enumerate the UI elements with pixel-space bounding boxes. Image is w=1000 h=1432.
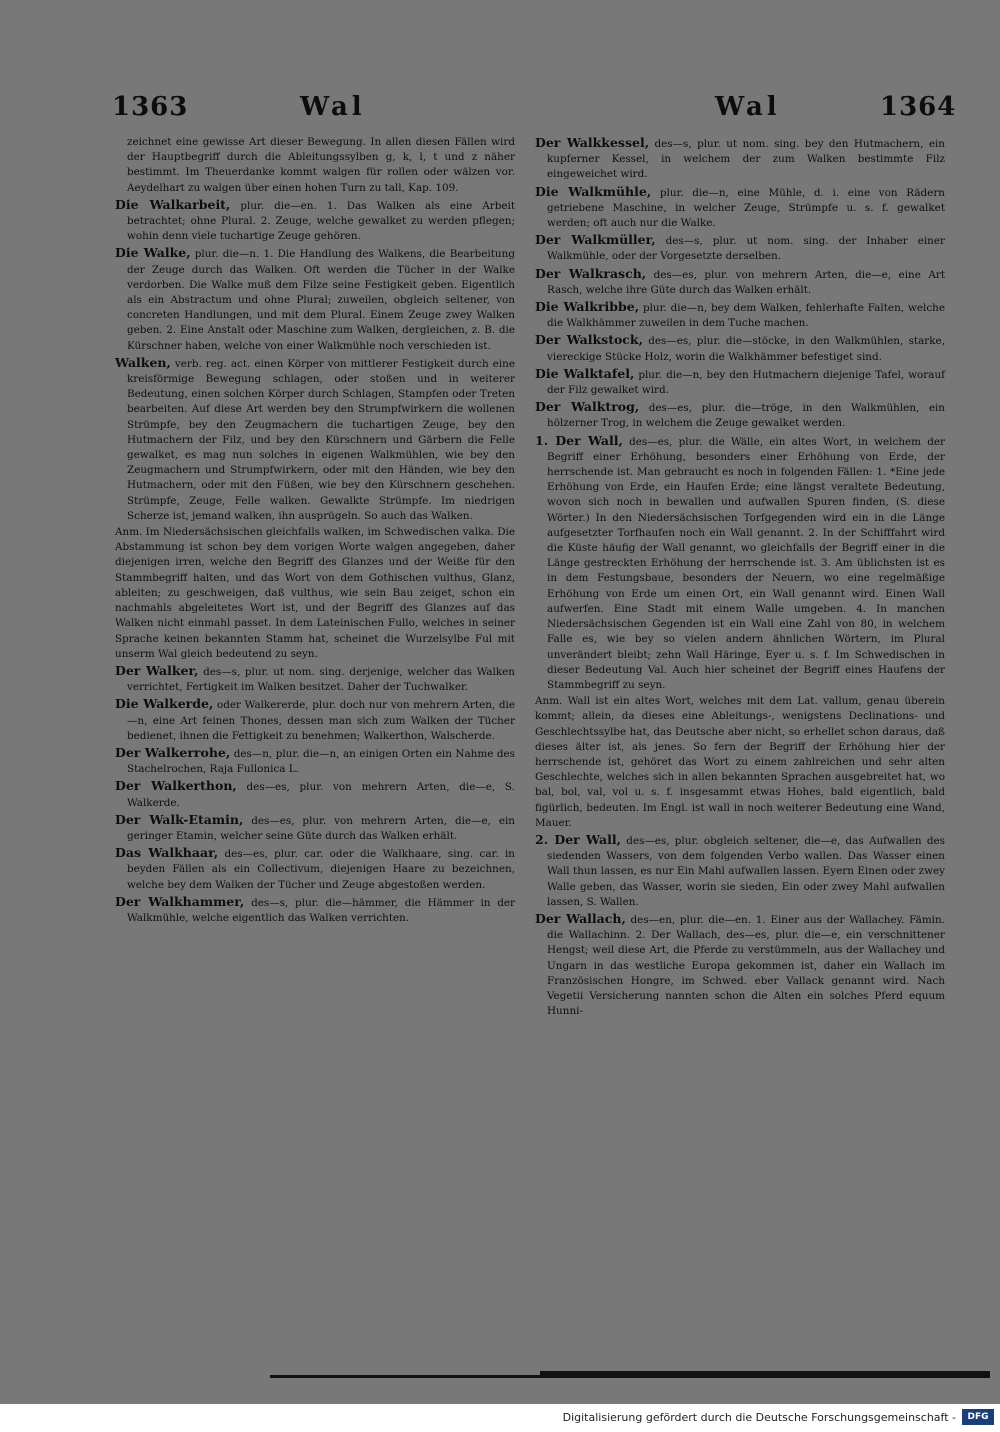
entry-text: des—es, plur. von mehrern Arten, die—e, S. Walkerde. — [127, 781, 515, 809]
headword: 2. Der Wall, — [535, 831, 621, 847]
dictionary-entry — [535, 366, 945, 398]
annotation-paragraph — [115, 525, 515, 662]
dictionary-entry — [535, 135, 945, 183]
headword: Das Walkhaar, — [115, 845, 219, 861]
headword: Der Walkstock, — [535, 332, 643, 348]
entry-text: des—s, plur. die—hämmer, die Hämmer in der Walkmühle, welche eigentlich das Walken verrichten. — [127, 896, 516, 924]
entry-text: oder Walkererde, plur. doch nur von mehrern Arten, die—n, eine Art feinen Thones, dessen man sich zum Walken der Tücher bedienet, ihnen die Fettigkeit zu benehmen; Walkerthon, Walscherde. — [127, 699, 516, 742]
dictionary-entry — [115, 778, 515, 810]
entry-text: plur. die—n, bey den Hutmachern diejenige Tafel, worauf der Filz gewalket wird. — [547, 368, 945, 397]
footer-credit: Digitalisierung gefördert durch die Deutsche Forschungsgemeinschaft - — [562, 1411, 956, 1424]
headword: Die Walkarbeit, — [115, 196, 231, 212]
headword: Der Walkerrohe, — [115, 744, 231, 760]
dictionary-entry — [535, 332, 945, 364]
dictionary-entry — [535, 184, 945, 232]
headword: Der Walkerthon, — [115, 778, 237, 794]
dictionary-entry — [115, 812, 515, 844]
dictionary-entry — [535, 232, 945, 264]
dictionary-entry — [115, 845, 515, 893]
running-head-right: Wal — [715, 92, 781, 122]
entry-text: des—es, plur. die Wälle, ein altes Wort, in welchem der Begriff einer Erhöhung, besonders einer Erhöhung von Erde, der herrschende ist. Man gebraucht es noch in folgenden Fällen: 1. *Eine jede Erhöhung von Erde, ein Haufen Erde; eine längst veraltete Bedeutung, wovon sich noch in bewallen und aufwallen Spuren finden, (S. diese Wörter.) In den Niedersächsischen Torfgegenden wird ein in die Länge aufgesetzter Torfhaufen noch ein Wall genannt. 2. In der Schifffahrt wird die Küste häufig der Wall genannt, wo gleichfalls der Begriff einer in die Länge gestreckten Erhöhung der herrschende ist. 3. Am üblichsten ist es in dem Festungsbaue, besonders der Neuern, wo eine regelmäßige Erhöhung von Erde um einen Ort, ein Wall genannt wird. Einen Wall aufwerfen. Eine Stadt mit einem Walle umgeben. 4. In manchen Niedersächsischen Gegenden ist ein Wall eine Zahl von 80, in welchem Falle es, wie bey so vielen andern ähnlichen Wörtern, im Plural unverändert bleibt; zehn Wall Häringe, Eyer u. s. f. Im Schwedischen in dieser Bedeutung Val. Auch hier scheinet der Begriff eines Haufens der Stammbegriff zu seyn. — [547, 435, 945, 691]
dictionary-entry — [535, 832, 945, 910]
dictionary-entry — [535, 399, 945, 431]
entry-text: plur. die—n, bey dem Walken, fehlerhafte Falten, welche die Walkhämmer zuweilen in dem Tuche machen. — [547, 302, 945, 330]
page-number-right: 1364 — [880, 92, 957, 122]
entry-text: Anm. Im Niedersächsischen gleichfalls walken, im Schwedischen valka. Die Abstammung ist schon bey dem vorigen Worte walgen angegeben, daher diejenigen irren, welche den Begriff des Glanzes und der Weiße für den Stammbegriff halten, und das Wort von dem Gothischen vulthus, Glanz, ableiten; zu geschweigen, daß vulthus, wie sein Bau zeiget, schon ein nachmahls abgeleitetes Wort ist, und der Begriff des Glanzes auf das Walken nicht einmahl passet. In dem Lateinischen Fullo, welches in seiner Sprache keinen bekannten Stamm hat, scheinet die Wurzelsylbe Ful mit unserm Wal gleich bedeutend zu seyn. — [115, 526, 515, 660]
page-number-left: 1363 — [112, 92, 189, 122]
dictionary-entry — [535, 911, 945, 1019]
entry-text: Anm. Wall ist ein altes Wort, welches mit dem Lat. vallum, genau überein kommt; allein, da dieses eine Ableitungs-, wenigstens Declinations- und Geschlechtssylbe hat, das Deutsche aber nicht, so erhellet schon daraus, daß dieses älter ist, als jenes. So fern der Begriff der Erhöhung hier der herrschende ist, gehöret das Wort zu einem zahlreichen und sehr alten Geschlechte, welches sich in allen bekannten Sprachen ausgebreitet hat, wo bal, bol, val, vol u. s. f. insgesammt etwas Hohes, bald eigentlich, bald figürlich, bedeuten. Im Engl. ist wall in noch weiterer Bedeutung eine Wand, Mauer. — [535, 695, 945, 829]
footer-bar — [0, 1404, 1000, 1432]
dictionary-entry — [115, 245, 515, 353]
headword: Der Walkhammer, — [115, 893, 245, 909]
entry-text: des—es, plur. obgleich seltener, die—e, das Aufwallen des siedenden Wassers, von dem folgenden Verbo wallen. Das Wasser einen Wall thun lassen, es nur Ein Mahl aufwallen lassen. Eyern Einen oder zwey Walle geben, das Wasser, worin sie sieden, Ein oder zwey Mahl aufwallen lassen, S. Wallen. — [547, 834, 945, 908]
dictionary-entry — [115, 135, 515, 196]
headword: Der Walkmüller, — [535, 232, 656, 248]
dictionary-entry — [115, 663, 515, 695]
dictionary-entry — [115, 197, 515, 245]
running-head-left: Wal — [300, 92, 366, 122]
headword: Der Walker, — [115, 662, 199, 678]
entry-text: des—es, plur. die—stöcke, in den Walkmühlen, starke, viereckige Stücke Holz, worin die Walkhämmer befestiget sind. — [547, 335, 945, 363]
entry-text: des—es, plur. von mehrern Arten, die—e, ein geringer Etamin, welcher seine Güte durch das Walken erhält. — [127, 814, 515, 842]
entry-text: des—es, plur. von mehrern Arten, die—e, eine Art Rasch, welche ihre Güte durch das Walken erhält. — [547, 268, 945, 296]
entry-text: des—en, plur. die—en. 1. Einer aus der Wallachey. Fämin. die Wallachinn. 2. Der Wallach, des—es, plur. die—e, ein verschnittener Hengst; weil diese Art, die Pferde zu verstümmeln, aus der Wallachey und Ungarn in das westliche Europa gekommen ist, daher ein Wallach im Französischen Hongre, im Schwed. eber Vallack genannt wird. Nach Vegetii Versicherung nannten schon die Alten ein solches Pferd equum Hunni- — [547, 913, 945, 1018]
dictionary-entry — [115, 894, 515, 926]
headword: Die Walkerde, — [115, 696, 214, 712]
headword: 1. Der Wall, — [535, 432, 623, 448]
headword: Die Walke, — [115, 245, 191, 261]
dictionary-entry — [535, 433, 945, 693]
entry-text: plur. die—en. 1. Das Walken als eine Arbeit betrachtet; ohne Plural. 2. Zeuge, welche gewalket zu werden pflegen; wohin denn viele tuchartige Zeuge gehören. — [127, 199, 515, 243]
annotation-paragraph — [535, 694, 945, 831]
headword: Der Walkkessel, — [535, 135, 650, 150]
entry-text: plur. die—n, eine Mühle, d. i. eine von Rädern getriebene Maschine, in welcher Zeuge, Strümpfe u. s. f. gewalket werden; oft auch nur die Walke. — [547, 186, 945, 230]
entry-text: des—s, plur. ut nom. sing. der Inhaber einer Walkmühle, oder der Vorgesetzte derselben. — [547, 235, 945, 263]
headword: Die Walkmühle, — [535, 183, 652, 199]
headword: Der Wallach, — [535, 910, 626, 926]
entry-text: des—n, plur. die—n, an einigen Orten ein Nahme des Stachelrochen, Raja Fullonica L. — [127, 747, 515, 776]
dictionary-entry — [115, 696, 515, 744]
entry-text: verb. reg. act. einen Körper von mittlerer Festigkeit durch eine kreisförmige Bewegung schlagen, oder stoßen und in weiterer Bedeutung, einen solchen Körper durch Schlagen, Stampfen oder Treten bearbeiten. Auf diese Art werden bey den Strumpfwirkern die wollenen Strümpfe, bey den Zeugmachern die tuchartigen Zeuge, bey den Hutmachern der Filz, und bey den Kürschnern und Gärbern die Felle gewalket, es mag nun solches in eigenen Walkmühlen, wie bey den Zeugmachern und Strumpfwirkern, oder mit den Händen, wie bey den Hutmachern, oder mit den Füßen, wie bey den Kürschnern geschehen. Strümpfe, Zeuge, Felle walken. Gewalkte Strümpfe. Im niedrigen Scherze ist, jemand walken, ihn ausprügeln. So auch das Walken. — [127, 357, 515, 522]
headword: Der Walktrog, — [535, 399, 640, 415]
headword: Der Walk-Etamin, — [115, 811, 244, 827]
dfg-logo: DFG — [962, 1409, 994, 1425]
dictionary-entry — [115, 745, 515, 777]
entry-text: plur. die—n. 1. Die Handlung des Walkens, die Bearbeitung der Zeuge durch das Walken. Oft werden die Tücher in der Walke verdorben. Die Walke muß dem Filze seine Festigkeit geben. Eigentlich als ein Abstractum und ohne Plural; zuweilen, obgleich seltener, von concreten Handlungen, und mit dem Plural. Einem Zeuge zwey Walken geben. 2. Eine Anstalt oder Maschine zum Walken, dergleichen, z. B. die Kürschner haben, welche von einer Walkmühle noch verschieden ist. — [127, 248, 515, 352]
entry-text: des—s, plur. ut nom. sing. bey den Hutmachern, ein kupferner Kessel, in welchem der zum Walken bestimmte Filz eingeweichet wird. — [547, 138, 945, 181]
dictionary-entry — [535, 299, 945, 331]
dictionary-entry — [535, 266, 945, 298]
left-column — [115, 135, 515, 927]
entry-text: des—es, plur. car. oder die Walkhaare, sing. car. in beyden Fällen als ein Collectivum, diejenigen Haare zu bezeichnen, welche bey dem Walken der Tücher und Zeuge abgestoßen werden. — [127, 848, 515, 891]
entry-text: des—s, plur. ut nom. sing. derjenige, welcher das Walken verrichtet, Fertigkeit im Walken besitzet. Daher der Tuchwalker. — [127, 665, 516, 694]
right-column — [535, 135, 945, 1020]
headword: Der Walkrasch, — [535, 265, 647, 281]
dictionary-entry — [115, 355, 515, 524]
headword: Die Walktafel, — [535, 365, 635, 381]
headword: Walken, — [115, 354, 171, 370]
headword: Die Walkribbe, — [535, 299, 640, 315]
entry-text: des—es, plur. die—tröge, in den Walkmühlen, ein hölzerner Trog, in welchem die Zeuge gewalket werden. — [547, 402, 945, 430]
entry-text: zeichnet eine gewisse Art dieser Bewegung. In allen diesen Fällen wird der Hauptbegriff durch die Ableitungssylben g, k, l, t und z näher bestimmt. Im Theuerdanke kommt walgen für rollen oder wälzen vor. Aeydelhart zu walgen über einen hohen Turn zu tall, Kap. 109. — [127, 136, 515, 194]
bottom-rule — [270, 1375, 990, 1378]
